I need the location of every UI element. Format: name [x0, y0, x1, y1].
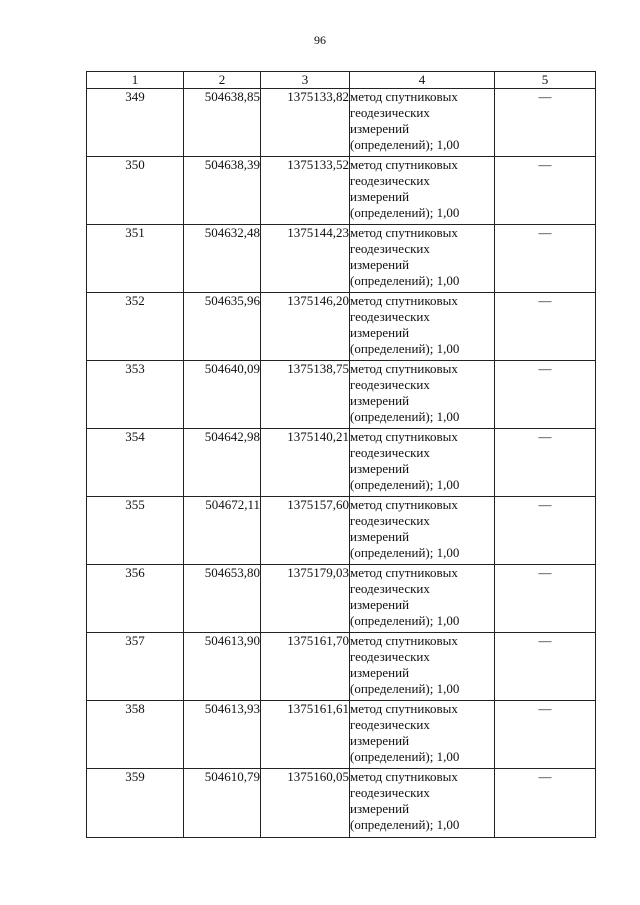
dash-mark: —: [538, 225, 552, 240]
coordinates-table: [86, 71, 596, 838]
method-cell: [350, 429, 495, 497]
point-number: 357: [87, 633, 184, 701]
coordinate-x: 504638,39: [184, 157, 261, 225]
method-cell: [350, 225, 495, 293]
coordinate-y: 1375161,61: [261, 701, 350, 769]
coordinate-y: 1375160,05: [261, 769, 350, 838]
dash-mark: —: [538, 565, 552, 580]
table-row: [87, 565, 596, 633]
point-number: 349: [87, 89, 184, 157]
column-header: 2: [184, 72, 261, 89]
method-cell: [350, 565, 495, 633]
mark-cell: [495, 429, 596, 497]
method-cell: [350, 497, 495, 565]
mark-cell: [495, 293, 596, 361]
method-cell: [350, 157, 495, 225]
coordinate-x: 504642,98: [184, 429, 261, 497]
method-cell: [350, 361, 495, 429]
dash-mark: —: [538, 769, 552, 784]
point-number: 359: [87, 769, 184, 838]
mark-cell: [495, 89, 596, 157]
column-header: 1: [87, 72, 184, 89]
method-text: метод спутниковых геодезических измерений (определений); 1,00: [350, 701, 460, 764]
point-number: 355: [87, 497, 184, 565]
mark-cell: [495, 225, 596, 293]
method-cell: [350, 769, 495, 838]
dash-mark: —: [538, 293, 552, 308]
dash-mark: —: [538, 157, 552, 172]
point-number: 350: [87, 157, 184, 225]
coordinate-y: 1375133,82: [261, 89, 350, 157]
dash-mark: —: [538, 701, 552, 716]
method-text: метод спутниковых геодезических измерений (определений); 1,00: [350, 89, 460, 152]
dash-mark: —: [538, 89, 552, 104]
method-text: метод спутниковых геодезических измерений (определений); 1,00: [350, 293, 460, 356]
dash-mark: —: [538, 633, 552, 648]
dash-mark: —: [538, 429, 552, 444]
coordinate-x: 504653,80: [184, 565, 261, 633]
table-row: [87, 497, 596, 565]
table-row: [87, 701, 596, 769]
coordinate-y: 1375161,70: [261, 633, 350, 701]
page-number: 96: [314, 33, 326, 47]
coordinate-y: 1375140,21: [261, 429, 350, 497]
dash-mark: —: [538, 497, 552, 512]
table-row: [87, 293, 596, 361]
coordinate-x: 504610,79: [184, 769, 261, 838]
point-number: 356: [87, 565, 184, 633]
coordinate-y: 1375133,52: [261, 157, 350, 225]
method-text: метод спутниковых геодезических измерений (определений); 1,00: [350, 361, 460, 424]
point-number: 354: [87, 429, 184, 497]
mark-cell: [495, 633, 596, 701]
table-row: [87, 89, 596, 157]
table-row: [87, 769, 596, 838]
coordinate-x: 504640,09: [184, 361, 261, 429]
table-row: [87, 633, 596, 701]
mark-cell: [495, 769, 596, 838]
point-number: 351: [87, 225, 184, 293]
table-row: [87, 225, 596, 293]
method-text: метод спутниковых геодезических измерений (определений); 1,00: [350, 633, 460, 696]
method-text: метод спутниковых геодезических измерений (определений); 1,00: [350, 225, 460, 288]
method-text: метод спутниковых геодезических измерений (определений); 1,00: [350, 429, 460, 492]
method-cell: [350, 633, 495, 701]
point-number: 352: [87, 293, 184, 361]
table-row: [87, 361, 596, 429]
coordinate-y: 1375144,23: [261, 225, 350, 293]
mark-cell: [495, 157, 596, 225]
table-row: [87, 157, 596, 225]
table-row: [87, 429, 596, 497]
mark-cell: [495, 565, 596, 633]
coordinate-x: 504613,93: [184, 701, 261, 769]
coordinate-y: 1375138,75: [261, 361, 350, 429]
coordinate-y: 1375157,60: [261, 497, 350, 565]
method-cell: [350, 89, 495, 157]
coordinate-x: 504635,96: [184, 293, 261, 361]
method-text: метод спутниковых геодезических измерений (определений); 1,00: [350, 497, 460, 560]
method-cell: [350, 701, 495, 769]
coordinate-x: 504613,90: [184, 633, 261, 701]
method-text: метод спутниковых геодезических измерений (определений); 1,00: [350, 157, 460, 220]
coordinate-y: 1375146,20: [261, 293, 350, 361]
mark-cell: [495, 361, 596, 429]
coordinate-x: 504638,85: [184, 89, 261, 157]
dash-mark: —: [538, 361, 552, 376]
coordinate-y: 1375179,03: [261, 565, 350, 633]
column-header: 4: [350, 72, 495, 89]
column-header: 5: [495, 72, 596, 89]
column-header: 3: [261, 72, 350, 89]
point-number: 353: [87, 361, 184, 429]
coordinate-x: 504632,48: [184, 225, 261, 293]
point-number: 358: [87, 701, 184, 769]
coordinate-x: 504672,11: [184, 497, 261, 565]
header-row: [87, 72, 596, 89]
mark-cell: [495, 701, 596, 769]
method-cell: [350, 293, 495, 361]
mark-cell: [495, 497, 596, 565]
method-text: метод спутниковых геодезических измерений (определений); 1,00: [350, 769, 460, 832]
method-text: метод спутниковых геодезических измерений (определений); 1,00: [350, 565, 460, 628]
